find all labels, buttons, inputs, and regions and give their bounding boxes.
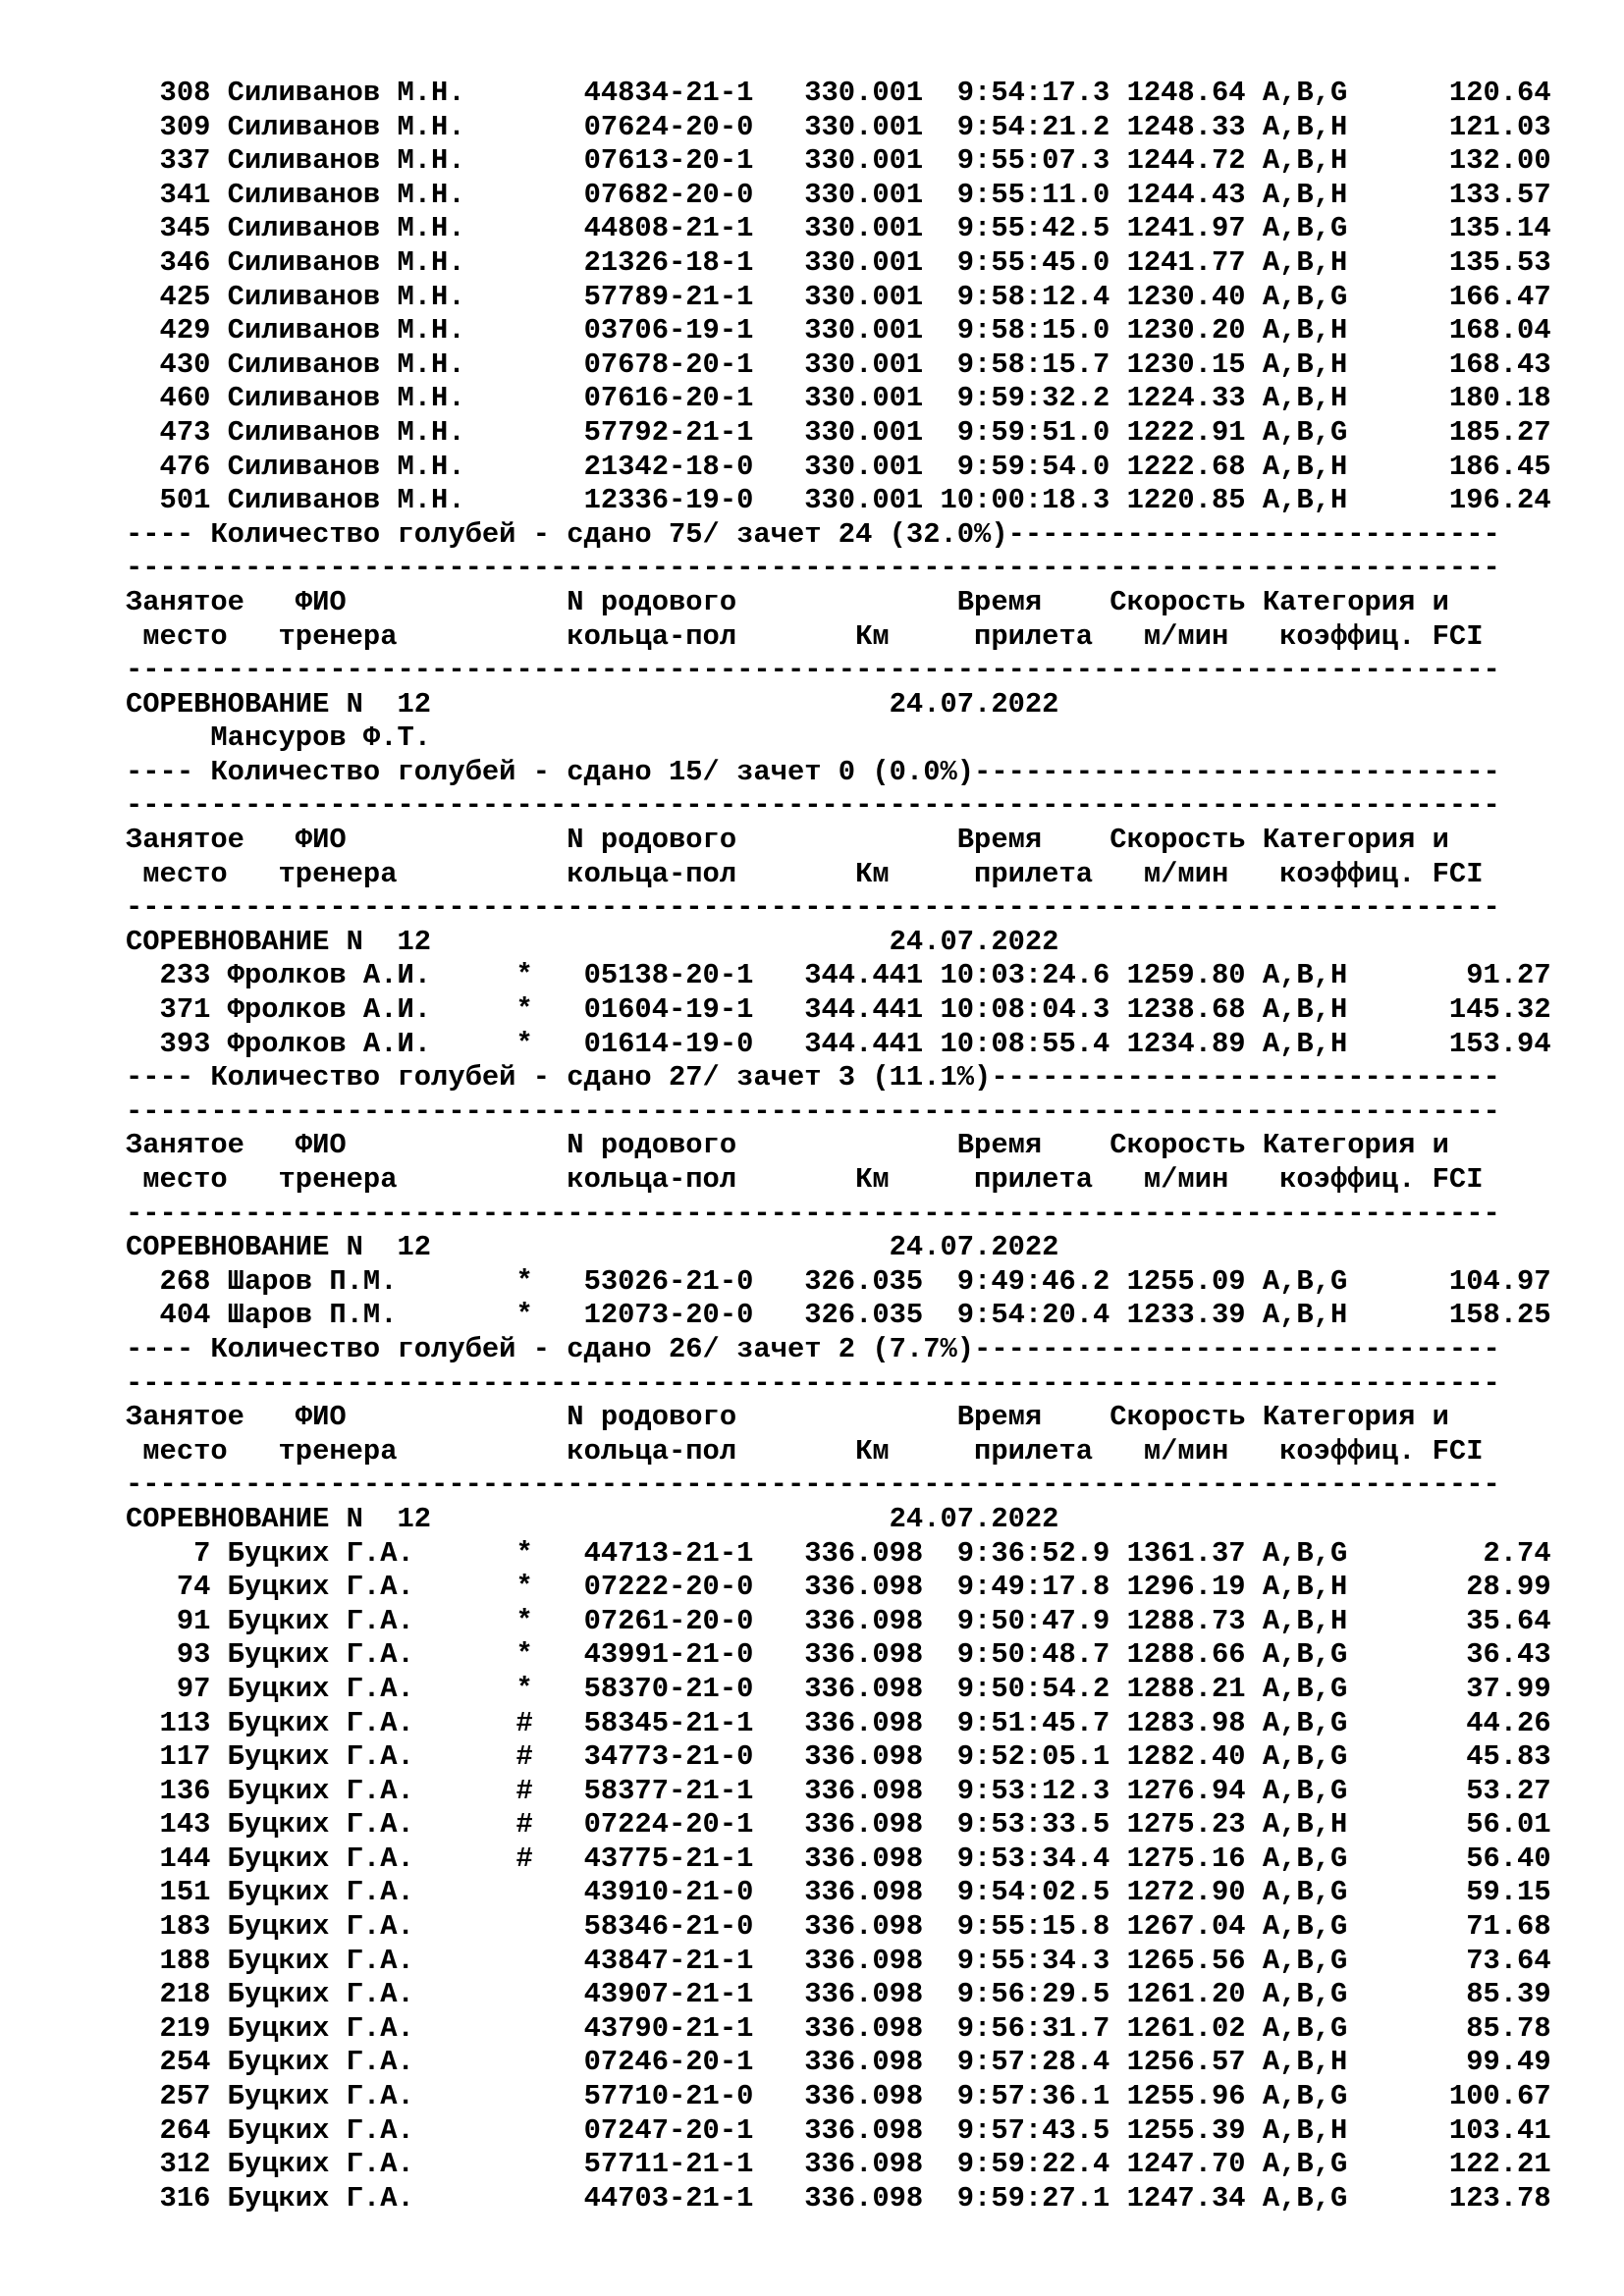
text-line: 136 Буцких Г.А. # 58377-21-1 336.098 9:53:12.3 1276.94 A,B,G 53.27 <box>126 1774 1551 1807</box>
text-line: 97 Буцких Г.А. * 58370-21-0 336.098 9:50:54.2 1288.21 A,B,G 37.99 <box>126 1672 1551 1705</box>
text-line: 143 Буцких Г.А. # 07224-20-1 336.098 9:53:33.5 1275.23 A,B,H 56.01 <box>126 1808 1551 1842</box>
text-line: СОРЕВНОВАНИЕ N 12 24.07.2022 <box>126 1231 1059 1264</box>
text-line: место тренера кольца-пол Км прилета м/мин коэффиц. FCI <box>126 1434 1484 1468</box>
text-line: 91 Буцких Г.А. * 07261-20-0 336.098 9:50:47.9 1288.73 A,B,H 35.64 <box>126 1604 1551 1637</box>
text-line: 264 Буцких Г.А. 07247-20-1 336.098 9:57:43.5 1255.39 A,B,H 103.41 <box>126 2113 1551 2147</box>
text-line: 7 Буцких Г.А. * 44713-21-1 336.098 9:36:52.9 1361.37 A,B,G 2.74 <box>126 1536 1551 1570</box>
text-line: 183 Буцких Г.А. 58346-21-0 336.098 9:55:15.8 1267.04 A,B,G 71.68 <box>126 1910 1551 1944</box>
text-line: 151 Буцких Г.А. 43910-21-0 336.098 9:54:02.5 1272.90 A,B,G 59.15 <box>126 1876 1551 1909</box>
text-line: 144 Буцких Г.А. # 43775-21-1 336.098 9:53:34.4 1275.16 A,B,G 56.40 <box>126 1842 1551 1875</box>
text-line: 233 Фролков А.И. * 05138-20-1 344.441 10:03:24.6 1259.80 A,B,H 91.27 <box>126 959 1551 992</box>
results-page <box>126 77 1608 2216</box>
text-line: --------------------------------------------------------------------------------- <box>126 891 1500 925</box>
text-line: Мансуров Ф.Т. <box>126 721 432 755</box>
text-line: Занятое ФИО N родового Время Скорость Категория и <box>126 824 1449 857</box>
text-line: Занятое ФИО N родового Время Скорость Категория и <box>126 1401 1449 1434</box>
text-line: 308 Силиванов М.Н. 44834-21-1 330.001 9:54:17.3 1248.64 A,B,G 120.64 <box>126 77 1551 109</box>
text-line: --------------------------------------------------------------------------------- <box>126 552 1500 585</box>
text-line: 93 Буцких Г.А. * 43991-21-0 336.098 9:50:48.7 1288.66 A,B,G 36.43 <box>126 1638 1551 1672</box>
text-line: ---- Количество голубей - сдано 27/ зачет 3 (11.1%)------------------------------ <box>126 1061 1500 1095</box>
text-line: место тренера кольца-пол Км прилета м/мин коэффиц. FCI <box>126 619 1484 653</box>
text-line: --------------------------------------------------------------------------------- <box>126 654 1500 687</box>
text-line: 219 Буцких Г.А. 43790-21-1 336.098 9:56:31.7 1261.02 A,B,G 85.78 <box>126 2011 1551 2045</box>
text-line: 430 Силиванов М.Н. 07678-20-1 330.001 9:58:15.7 1230.15 A,B,H 168.43 <box>126 347 1551 381</box>
text-line: 341 Силиванов М.Н. 07682-20-0 330.001 9:55:11.0 1244.43 A,B,H 133.57 <box>126 178 1551 211</box>
text-line: СОРЕВНОВАНИЕ N 12 24.07.2022 <box>126 687 1059 721</box>
text-line: 425 Силиванов М.Н. 57789-21-1 330.001 9:58:12.4 1230.40 A,B,G 166.47 <box>126 280 1551 313</box>
text-line: ---- Количество голубей - сдано 75/ зачет 24 (32.0%)----------------------------- <box>126 517 1500 551</box>
text-line: --------------------------------------------------------------------------------- <box>126 1468 1500 1502</box>
text-line: 254 Буцких Г.А. 07246-20-1 336.098 9:57:28.4 1256.57 A,B,H 99.49 <box>126 2046 1551 2079</box>
text-line: 473 Силиванов М.Н. 57792-21-1 330.001 9:59:51.0 1222.91 A,B,G 185.27 <box>126 415 1551 449</box>
text-line: 404 Шаров П.М. * 12073-20-0 326.035 9:54:20.4 1233.39 A,B,H 158.25 <box>126 1299 1551 1332</box>
text-line: 113 Буцких Г.А. # 58345-21-1 336.098 9:51:45.7 1283.98 A,B,G 44.26 <box>126 1706 1551 1739</box>
text-line: ---- Количество голубей - сдано 26/ зачет 2 (7.7%)------------------------------- <box>126 1332 1500 1365</box>
text-line: ---- Количество голубей - сдано 15/ зачет 0 (0.0%)------------------------------- <box>126 755 1500 788</box>
text-line: --------------------------------------------------------------------------------- <box>126 1095 1500 1128</box>
text-line: место тренера кольца-пол Км прилета м/мин коэффиц. FCI <box>126 1163 1484 1196</box>
text-line: 337 Силиванов М.Н. 07613-20-1 330.001 9:55:07.3 1244.72 A,B,H 132.00 <box>126 144 1551 178</box>
text-line: место тренера кольца-пол Км прилета м/мин коэффиц. FCI <box>126 857 1484 890</box>
text-line: 74 Буцких Г.А. * 07222-20-0 336.098 9:49:17.8 1296.19 A,B,H 28.99 <box>126 1571 1551 1604</box>
text-line: Занятое ФИО N родового Время Скорость Категория и <box>126 585 1449 618</box>
text-line: 501 Силиванов М.Н. 12336-19-0 330.001 10:00:18.3 1220.85 A,B,H 196.24 <box>126 484 1551 517</box>
text-line: --------------------------------------------------------------------------------- <box>126 1197 1500 1230</box>
text-line: 257 Буцких Г.А. 57710-21-0 336.098 9:57:36.1 1255.96 A,B,G 100.67 <box>126 2080 1551 2113</box>
text-line: 371 Фролков А.И. * 01604-19-1 344.441 10:08:04.3 1238.68 A,B,H 145.32 <box>126 993 1551 1027</box>
text-line: 345 Силиванов М.Н. 44808-21-1 330.001 9:55:42.5 1241.97 A,B,G 135.14 <box>126 212 1551 245</box>
text-line: 188 Буцких Г.А. 43847-21-1 336.098 9:55:34.3 1265.56 A,B,G 73.64 <box>126 1944 1551 1977</box>
text-line: СОРЕВНОВАНИЕ N 12 24.07.2022 <box>126 1502 1059 1535</box>
text-line: 268 Шаров П.М. * 53026-21-0 326.035 9:49:46.2 1255.09 A,B,G 104.97 <box>126 1264 1551 1298</box>
text-line: 117 Буцких Г.А. # 34773-21-0 336.098 9:52:05.1 1282.40 A,B,G 45.83 <box>126 1740 1551 1774</box>
text-line: 476 Силиванов М.Н. 21342-18-0 330.001 9:59:54.0 1222.68 A,B,H 186.45 <box>126 450 1551 483</box>
text-line: --------------------------------------------------------------------------------- <box>126 1366 1500 1400</box>
text-line: 309 Силиванов М.Н. 07624-20-0 330.001 9:54:21.2 1248.33 A,B,H 121.03 <box>126 110 1551 143</box>
text-line: 218 Буцких Г.А. 43907-21-1 336.098 9:56:29.5 1261.20 A,B,G 85.39 <box>126 1978 1551 2011</box>
text-line: СОРЕВНОВАНИЕ N 12 24.07.2022 <box>126 925 1059 958</box>
text-line: --------------------------------------------------------------------------------- <box>126 789 1500 823</box>
text-line: 346 Силиванов М.Н. 21326-18-1 330.001 9:55:45.0 1241.77 A,B,H 135.53 <box>126 245 1551 279</box>
text-line: Занятое ФИО N родового Время Скорость Категория и <box>126 1129 1449 1162</box>
text-line: 429 Силиванов М.Н. 03706-19-1 330.001 9:58:15.0 1230.20 A,B,H 168.04 <box>126 314 1551 347</box>
text-line: 393 Фролков А.И. * 01614-19-0 344.441 10:08:55.4 1234.89 A,B,H 153.94 <box>126 1027 1551 1060</box>
text-line: 312 Буцких Г.А. 57711-21-1 336.098 9:59:22.4 1247.70 A,B,G 122.21 <box>126 2148 1551 2181</box>
text-line: 460 Силиванов М.Н. 07616-20-1 330.001 9:59:32.2 1224.33 A,B,H 180.18 <box>126 382 1551 415</box>
text-line: 316 Буцких Г.А. 44703-21-1 336.098 9:59:27.1 1247.34 A,B,G 123.78 <box>126 2181 1551 2215</box>
